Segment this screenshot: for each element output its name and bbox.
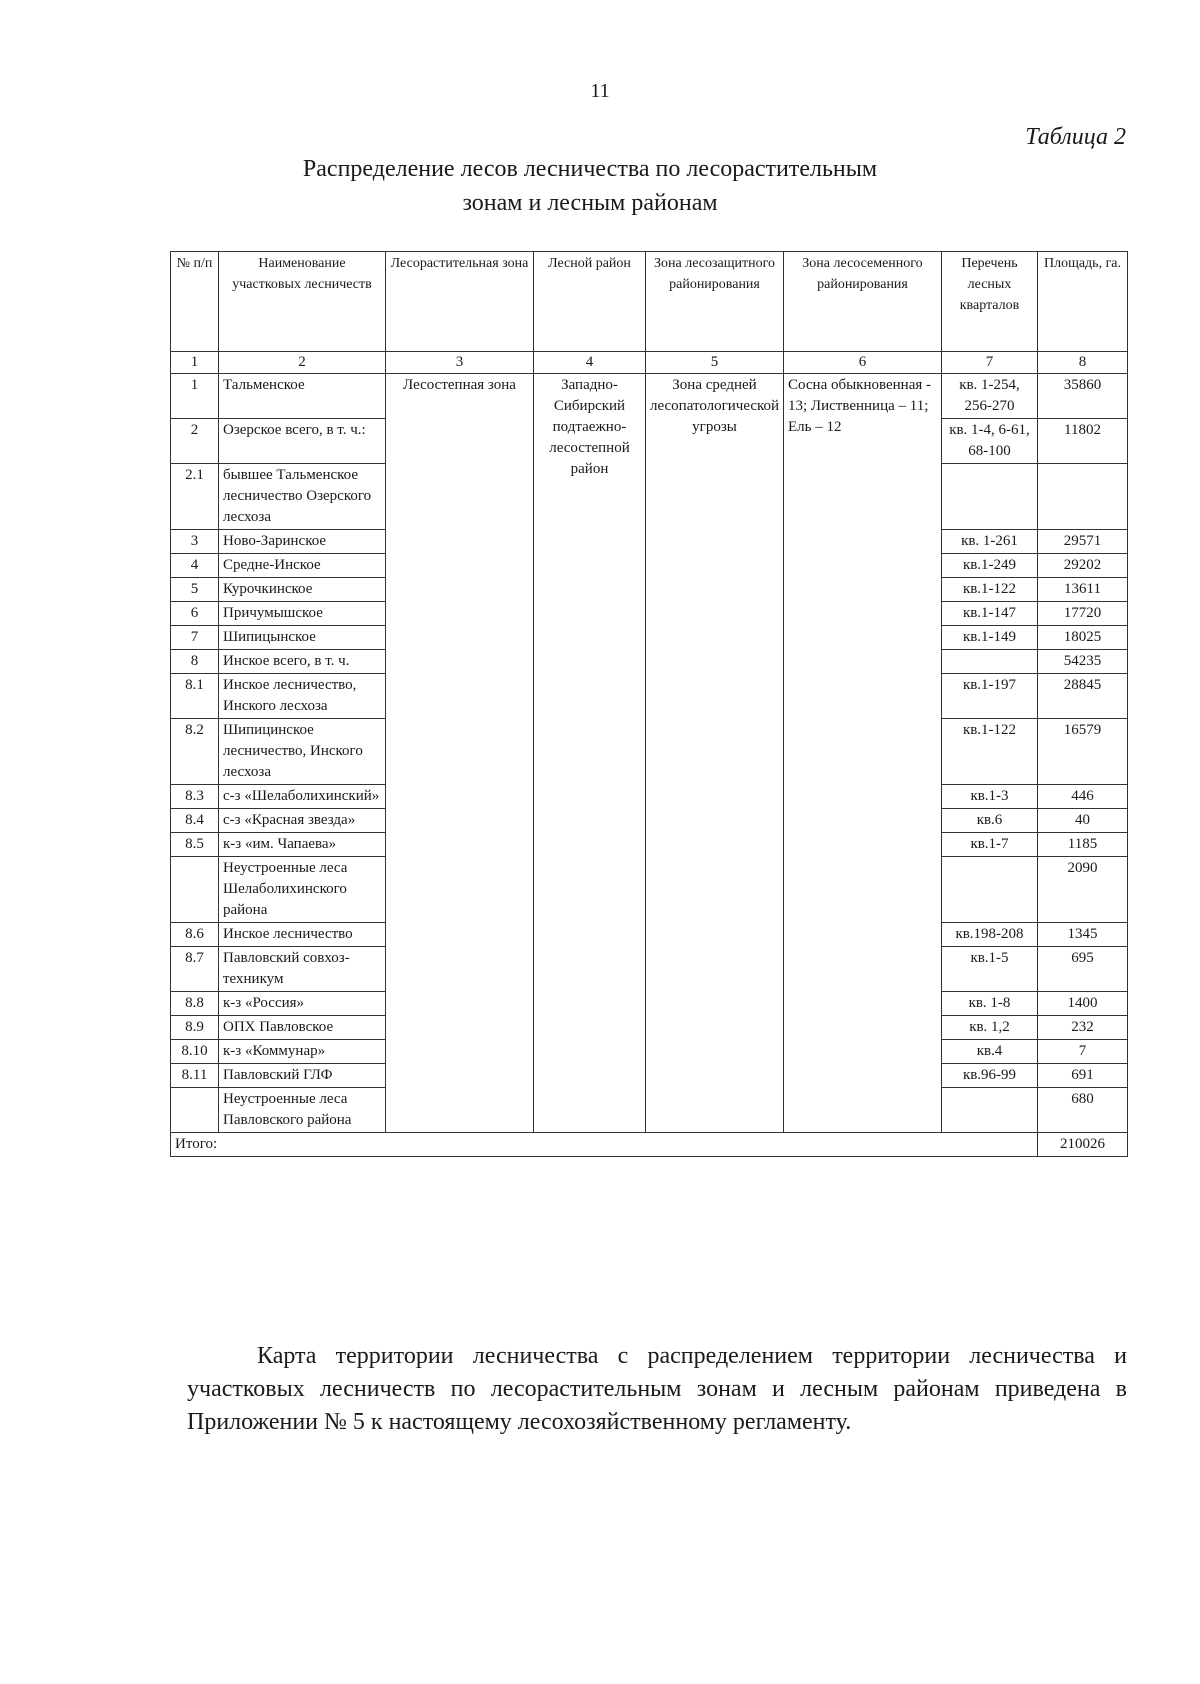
table-title-line-1: Распределение лесов лесничества по лесорастительным [302,156,878,182]
forestry-name: Тальменское [219,374,386,419]
area-value: 1185 [1038,833,1128,857]
column-index: 8 [1038,352,1128,374]
row-number: 4 [171,554,219,578]
area-value: 13611 [1038,578,1128,602]
table-label: Таблица 2 [1025,124,1126,150]
row-number: 2.1 [171,464,219,530]
column-index: 2 [219,352,386,374]
row-number: 8.9 [171,1016,219,1040]
area-value: 11802 [1038,419,1128,464]
column-index: 4 [534,352,646,374]
quarters-list: кв.96-99 [942,1064,1038,1088]
column-index-row [171,352,1128,374]
quarters-list: кв.4 [942,1040,1038,1064]
quarters-list: кв.1-122 [942,719,1038,785]
quarters-list: кв. 1-8 [942,992,1038,1016]
quarters-list: кв.1-197 [942,674,1038,719]
area-value [1038,464,1128,530]
area-value: 29571 [1038,530,1128,554]
area-value: 695 [1038,947,1128,992]
area-value: 7 [1038,1040,1128,1064]
area-value: 691 [1038,1064,1128,1088]
quarters-list: кв.1-249 [942,554,1038,578]
forestry-name: к-з «им. Чапаева» [219,833,386,857]
forestry-name: к-з «Коммунар» [219,1040,386,1064]
column-index: 1 [171,352,219,374]
row-number: 5 [171,578,219,602]
quarters-list: кв.1-122 [942,578,1038,602]
header-cell: Наименование участковых лесничеств [219,252,386,352]
quarters-list [942,857,1038,923]
row-number: 8.8 [171,992,219,1016]
forestry-name: Шипицинское лесничество, Инского лесхоза [219,719,386,785]
row-number: 8.3 [171,785,219,809]
quarters-list: кв.198-208 [942,923,1038,947]
forestry-name: Павловский совхоз-техникум [219,947,386,992]
quarters-list: кв.1-7 [942,833,1038,857]
forestry-name: Инское лесничество, Инского лесхоза [219,674,386,719]
area-value: 16579 [1038,719,1128,785]
forestry-name: Неустроенные леса Шелаболихинского района [219,857,386,923]
total-row [171,1133,1128,1157]
forestry-name: Курочкинское [219,578,386,602]
forestry-name: Причумышское [219,602,386,626]
forestry-name: с-з «Красная звезда» [219,809,386,833]
header-cell: Зона лесозащитного районирования [646,252,784,352]
column-index: 3 [386,352,534,374]
forestry-name: Шипицынское [219,626,386,650]
seed-zone-cell: Сосна обыкновенная - 13; Лиственница – 11; Ель – 12 [784,374,942,1133]
forestry-name: к-з «Россия» [219,992,386,1016]
area-value: 232 [1038,1016,1128,1040]
row-number: 8.1 [171,674,219,719]
protection-zone-cell: Зона средней лесопатологической угрозы [646,374,784,1133]
forestry-name: Озерское всего, в т. ч.: [219,419,386,464]
row-number: 8.7 [171,947,219,992]
forest-district-cell: Западно-Сибирский подтаежно-лесостепной район [534,374,646,1133]
quarters-list: кв. 1,2 [942,1016,1038,1040]
row-number: 8.2 [171,719,219,785]
forest-distribution-table [170,251,1128,1157]
area-value: 2090 [1038,857,1128,923]
quarters-list: кв. 1-4, 6-61, 68-100 [942,419,1038,464]
forest-zone-cell: Лесостепная зона [386,374,534,1133]
quarters-list: кв.1-147 [942,602,1038,626]
forestry-name: ОПХ Павловское [219,1016,386,1040]
row-number: 8 [171,650,219,674]
row-number: 8.4 [171,809,219,833]
forestry-name: Инское всего, в т. ч. [219,650,386,674]
column-index: 6 [784,352,942,374]
area-value: 54235 [1038,650,1128,674]
area-value: 1400 [1038,992,1128,1016]
area-value: 40 [1038,809,1128,833]
forestry-name: Инское лесничество [219,923,386,947]
header-cell: № п/п [171,252,219,352]
total-label: Итого: [171,1133,1038,1157]
table-title-line-2: зонам и лесным районам [462,190,718,216]
header-cell: Перечень лесных кварталов [942,252,1038,352]
total-value: 210026 [1038,1133,1128,1157]
header-row [171,252,1128,352]
quarters-list: кв.1-3 [942,785,1038,809]
table-row [171,374,1128,419]
row-number: 2 [171,419,219,464]
forestry-name: бывшее Тальменское лесничество Озерского лесхоза [219,464,386,530]
table-title [240,152,940,220]
quarters-list [942,650,1038,674]
header-cell: Лесорастительная зона [386,252,534,352]
header-cell: Площадь, га. [1038,252,1128,352]
body-paragraph: Карта территории лесничества с распределением территории лесничества и участковых лесничеств по лесорастительным зонам и лесным районам приведена в Приложении № 5 к настоящему лесохозяйственному регламенту. [187,1343,1127,1435]
forestry-name: Средне-Инское [219,554,386,578]
column-index: 5 [646,352,784,374]
forestry-name: с-з «Шелаболихинский» [219,785,386,809]
area-value: 28845 [1038,674,1128,719]
area-value: 680 [1038,1088,1128,1133]
quarters-list [942,1088,1038,1133]
row-number: 8.6 [171,923,219,947]
quarters-list: кв. 1-254, 256-270 [942,374,1038,419]
row-number: 6 [171,602,219,626]
quarters-list: кв.6 [942,809,1038,833]
forestry-name: Ново-Заринское [219,530,386,554]
quarters-list [942,464,1038,530]
row-number: 7 [171,626,219,650]
area-value: 1345 [1038,923,1128,947]
row-number: 8.11 [171,1064,219,1088]
column-index: 7 [942,352,1038,374]
area-value: 17720 [1038,602,1128,626]
forestry-name: Павловский ГЛФ [219,1064,386,1088]
quarters-list: кв.1-149 [942,626,1038,650]
area-value: 18025 [1038,626,1128,650]
forestry-name: Неустроенные леса Павловского района [219,1088,386,1133]
row-number [171,857,219,923]
row-number: 8.10 [171,1040,219,1064]
quarters-list: кв. 1-261 [942,530,1038,554]
row-number: 1 [171,374,219,419]
header-cell: Зона лесосеменного районирования [784,252,942,352]
header-cell: Лесной район [534,252,646,352]
page-number: 11 [590,80,610,102]
quarters-list: кв.1-5 [942,947,1038,992]
area-value: 35860 [1038,374,1128,419]
area-value: 446 [1038,785,1128,809]
row-number: 3 [171,530,219,554]
area-value: 29202 [1038,554,1128,578]
row-number: 8.5 [171,833,219,857]
row-number [171,1088,219,1133]
